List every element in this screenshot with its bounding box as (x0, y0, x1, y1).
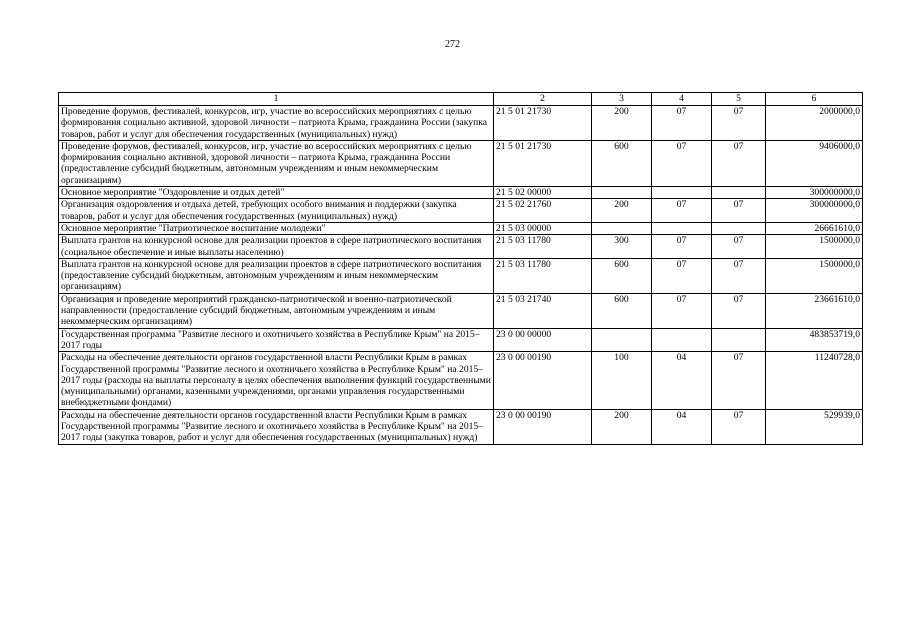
row-col-4: 07 (652, 293, 712, 328)
header-col-2: 2 (494, 93, 592, 106)
row-col-3: 200 (592, 106, 652, 141)
row-col-5: 07 (712, 409, 766, 444)
row-description: Выплата грантов на конкурсной основе для реализации проектов в сфере патриотического воспитания (предоставление субсидий бюджетным, автономным учреждениям и иным некоммерческим организациям) (59, 258, 494, 293)
row-col-3: 600 (592, 258, 652, 293)
table-row (59, 235, 863, 259)
table-row (59, 140, 863, 186)
row-code: 21 5 02 00000 (494, 187, 592, 199)
row-col-5: 07 (712, 293, 766, 328)
table-row (59, 222, 863, 234)
header-col-6: 6 (766, 93, 863, 106)
row-col-5: 07 (712, 140, 766, 186)
header-row (59, 93, 863, 106)
row-col-3: 300 (592, 235, 652, 259)
row-col-5: 07 (712, 258, 766, 293)
row-amount: 23661610,0 (766, 293, 863, 328)
row-col-3: 200 (592, 199, 652, 223)
row-description: Основное мероприятие "Оздоровление и отдых детей" (59, 187, 494, 199)
table-row (59, 352, 863, 409)
row-col-3 (592, 222, 652, 234)
row-code: 21 5 01 21730 (494, 140, 592, 186)
row-code: 21 5 03 21740 (494, 293, 592, 328)
row-amount: 11240728,0 (766, 352, 863, 409)
row-col-4: 07 (652, 235, 712, 259)
row-code: 21 5 02 21760 (494, 199, 592, 223)
row-description: Проведение форумов, фестивалей, конкурсов, игр, участие во всероссийских мероприятиях с целью формирования социально активной, здоровой личности – патриота Крыма, гражданина России (предоставление субсидий бюджетным, автономным учреждениям и иным некоммерческим организациям) (59, 140, 494, 186)
row-description: Проведение форумов, фестивалей, конкурсов, игр, участие во всероссийских мероприятиях с целью формирования социально активной, здоровой личности – патриота Крыма, гражданина России (закупка товаров, работ и услуг для обеспечения государственных (муниципальных) нужд) (59, 106, 494, 141)
budget-table (58, 92, 863, 445)
table-row (59, 409, 863, 444)
row-description: Организация и проведение мероприятий гражданско-патриотической и военно-патриотической направленности (предоставление субсидий бюджетным, автономным учреждениям и иным некоммерческим организациям) (59, 293, 494, 328)
row-col-4: 07 (652, 199, 712, 223)
row-col-3: 100 (592, 352, 652, 409)
row-amount: 2000000,0 (766, 106, 863, 141)
row-col-5: 07 (712, 235, 766, 259)
row-col-4 (652, 222, 712, 234)
table-row (59, 293, 863, 328)
row-col-4: 07 (652, 140, 712, 186)
row-col-3: 200 (592, 409, 652, 444)
row-col-4: 07 (652, 258, 712, 293)
row-col-4: 04 (652, 409, 712, 444)
row-description: Расходы на обеспечение деятельности органов государственной власти Республики Крым в рамках Государственной программы "Развитие лесного и охотничьего хозяйства в Республике Крым" на 2015–2017 годы (закупка товаров, работ и услуг для обеспечения государственных (муниципальных) нужд) (59, 409, 494, 444)
row-amount: 26661610,0 (766, 222, 863, 234)
row-description: Расходы на обеспечение деятельности органов государственной власти Республики Крым в рамках Государственной программы "Развитие лесного и охотничьего хозяйства в Республике Крым" на 2015–2017 годы (расходы на выплаты персоналу в целях обеспечения выполнения функций государственными (муниципальными) органами, казенными учреждениями, органами управления государственными внебюджетными фондами) (59, 352, 494, 409)
row-description: Организация оздоровления и отдыха детей, требующих особого внимания и поддержки (закупка товаров, работ и услуг для обеспечения государственных (муниципальных) нужд) (59, 199, 494, 223)
row-col-4: 04 (652, 352, 712, 409)
row-col-5 (712, 187, 766, 199)
row-col-3: 600 (592, 293, 652, 328)
row-col-4 (652, 187, 712, 199)
table-row (59, 187, 863, 199)
row-amount: 1500000,0 (766, 258, 863, 293)
row-code: 23 0 00 00000 (494, 328, 592, 352)
header-col-3: 3 (592, 93, 652, 106)
row-description: Основное мероприятие "Патриотическое воспитание молодежи" (59, 222, 494, 234)
row-amount: 300000000,0 (766, 187, 863, 199)
header-col-1: 1 (59, 93, 494, 106)
row-col-3 (592, 328, 652, 352)
row-amount: 300000000,0 (766, 199, 863, 223)
row-code: 21 5 01 21730 (494, 106, 592, 141)
row-col-4 (652, 328, 712, 352)
table-row (59, 258, 863, 293)
header-col-5: 5 (712, 93, 766, 106)
row-code: 23 0 00 00190 (494, 352, 592, 409)
row-col-5: 07 (712, 352, 766, 409)
page-number: 272 (445, 39, 460, 50)
row-amount: 9406000,0 (766, 140, 863, 186)
row-description: Государственная программа "Развитие лесного и охотничьего хозяйства в Республике Крым" на 2015–2017 годы (59, 328, 494, 352)
table-row (59, 106, 863, 141)
row-code: 21 5 03 11780 (494, 258, 592, 293)
row-description: Выплата грантов на конкурсной основе для реализации проектов в сфере патриотического воспитания (социальное обеспечение и иные выплаты населению) (59, 235, 494, 259)
row-code: 21 5 03 11780 (494, 235, 592, 259)
row-col-5 (712, 222, 766, 234)
row-col-5: 07 (712, 199, 766, 223)
row-col-5 (712, 328, 766, 352)
row-amount: 483853719,0 (766, 328, 863, 352)
row-amount: 529939,0 (766, 409, 863, 444)
row-col-4: 07 (652, 106, 712, 141)
row-amount: 1500000,0 (766, 235, 863, 259)
table-row (59, 199, 863, 223)
row-code: 21 5 03 00000 (494, 222, 592, 234)
row-col-5: 07 (712, 106, 766, 141)
row-col-3: 600 (592, 140, 652, 186)
row-code: 23 0 00 00190 (494, 409, 592, 444)
header-col-4: 4 (652, 93, 712, 106)
table-row (59, 328, 863, 352)
row-col-3 (592, 187, 652, 199)
